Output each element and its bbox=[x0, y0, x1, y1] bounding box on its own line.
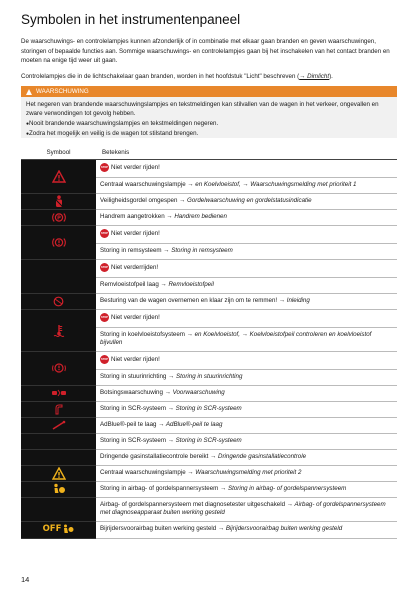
symbol-cell bbox=[21, 465, 96, 481]
meaning-cell: Botsingswaarschuwing → Voorwaarschuwing bbox=[96, 385, 397, 401]
table-row bbox=[21, 497, 397, 521]
intro-paragraph: De waarschuwings- en controlelampjes kunnen afzonderlijk of in combinatie met elkaar gaan branden en geven waarschuwingen, storingen of bepaalde functies aan. Sommige waarschuwings- en controlelampjes gaan bij het inschakelen van het contact branden en moeten na enige tijd weer uit gaan. bbox=[21, 38, 390, 65]
meaning-cell: Remvloeistofpeil laag → Remvloeistofpeil bbox=[96, 277, 397, 293]
dimlicht-link[interactable]: → Dimlicht bbox=[299, 73, 330, 80]
table-row bbox=[21, 449, 397, 465]
meaning-cell: AdBlue®-peil te laag → AdBlue®-peil te laag bbox=[96, 417, 397, 433]
page-title: Symbolen in het instrumentenpaneel bbox=[21, 12, 241, 27]
stop-icon: STOP bbox=[100, 355, 109, 364]
meaning-cell: STOP Niet verderrijden! bbox=[96, 259, 397, 277]
table-row bbox=[21, 401, 397, 417]
airbag-fault-icon bbox=[52, 483, 66, 496]
collision-warning-icon bbox=[51, 388, 67, 398]
coolant-icon bbox=[53, 324, 65, 337]
meaning-cell: Dringende gasinstallatiecontrole bereikt → Dringende gasinstallatiecontrole bbox=[96, 449, 397, 465]
meaning-cell: Bijrijdersvoorairbag buiten werking gesteld → Bijrijdersvoorairbag buiten werking gesteld bbox=[96, 521, 397, 538]
stop-icon: STOP bbox=[100, 229, 109, 238]
warning-triangle-icon bbox=[26, 89, 32, 95]
symbol-cell bbox=[21, 417, 96, 433]
scr-fault-icon bbox=[53, 403, 64, 415]
stop-icon: STOP bbox=[100, 313, 109, 322]
table-row bbox=[21, 159, 397, 177]
meaning-cell: STOP Niet verder rijden! bbox=[96, 225, 397, 243]
warning-label: WAARSCHUWING bbox=[36, 88, 89, 95]
meaning-cell: Storing in koelvloeistofsysteem → en Koelvloeistof, → Koelvloeistofpeil controleren en koelvloeistof bijvullen bbox=[96, 327, 397, 351]
symbol-cell bbox=[21, 385, 96, 401]
table-row bbox=[21, 225, 397, 243]
stop-icon: STOP bbox=[100, 263, 109, 272]
symbol-cell bbox=[21, 481, 96, 497]
table-row bbox=[21, 417, 397, 433]
meaning-cell: Storing in stuurinrichting → Storing in stuurinrichting bbox=[96, 369, 397, 385]
symbol-cell bbox=[21, 309, 96, 351]
symbol-cell bbox=[21, 225, 96, 259]
table-row bbox=[21, 481, 397, 497]
table-row bbox=[21, 385, 397, 401]
col-meaning-header: Betekenis bbox=[96, 147, 397, 159]
meaning-cell: Storing in SCR-systeem → Storing in SCR-systeem bbox=[96, 401, 397, 417]
symbol-cell bbox=[21, 159, 96, 193]
symbol-cell bbox=[21, 449, 96, 465]
symbol-cell bbox=[21, 497, 96, 521]
adblue-level-icon bbox=[52, 420, 66, 430]
table-row bbox=[21, 259, 397, 277]
warning-header bbox=[21, 86, 397, 97]
warning-bullet: ● Nooit brandende waarschuwingslampjes en tekstmeldingen negeren. bbox=[26, 119, 392, 129]
table-row bbox=[21, 293, 397, 309]
central-warning-yellow-icon bbox=[52, 467, 66, 480]
meaning-cell: Airbag- of gordelspannersysteem met diagnosetester uitgeschakeld → Airbag- of gordelspannersysteem met diagnoseapparaat buiten werking gesteld bbox=[96, 497, 397, 521]
meaning-cell: Besturing van de wagen overnemen en klaar zijn om te remmen! → Inleiding bbox=[96, 293, 397, 309]
table-row bbox=[21, 433, 397, 449]
svg-text:P: P bbox=[56, 215, 61, 221]
col-symbol-header: Symbool bbox=[21, 147, 96, 159]
symbol-cell bbox=[21, 433, 96, 449]
meaning-cell: Storing in SCR-systeem → Storing in SCR-systeem bbox=[96, 433, 397, 449]
symbol-cell bbox=[21, 351, 96, 385]
meaning-cell: Centraal waarschuwingslampje → en Koelvloeistof, → Waarschuwingsmelding met prioriteit 1 bbox=[96, 177, 397, 193]
meaning-cell: STOP Niet verder rijden! bbox=[96, 159, 397, 177]
symbol-cell bbox=[21, 209, 96, 225]
table-row bbox=[21, 351, 397, 369]
table-row bbox=[21, 193, 397, 209]
symbol-cell bbox=[21, 401, 96, 417]
stop-icon: STOP bbox=[100, 163, 109, 172]
meaning-cell: STOP Niet verder rijden! bbox=[96, 351, 397, 369]
steering-takeover-icon bbox=[52, 296, 65, 307]
passenger-airbag-off-icon: OFF bbox=[43, 524, 75, 534]
meaning-cell: Centraal waarschuwingslampje → Waarschuwingsmelding met prioriteit 2 bbox=[96, 465, 397, 481]
airbag-person-icon bbox=[62, 524, 74, 534]
symbol-cell bbox=[21, 193, 96, 209]
table-row bbox=[21, 309, 397, 327]
meaning-cell: Veiligheidsgordel omgespen → Gordelwaarschuwing en gordelstatusindicatie bbox=[96, 193, 397, 209]
symbol-cell bbox=[21, 293, 96, 309]
symbol-cell bbox=[21, 521, 96, 538]
seatbelt-icon bbox=[54, 195, 64, 208]
meaning-cell: Storing in airbag- of gordelspannersysteem → Storing in airbag- of gordelspannersysteem bbox=[96, 481, 397, 497]
symbol-table bbox=[21, 147, 397, 539]
parking-brake-icon bbox=[52, 212, 66, 223]
meaning-cell: Storing in remsysteem → Storing in remsysteem bbox=[96, 243, 397, 259]
intro-paragraph-2: Controlelampjes die in de lichtschakelaar gaan branden, worden in het hoofdstuk "Licht" beschreven (→ Dimlicht). bbox=[21, 73, 333, 80]
symbol-cell bbox=[21, 259, 96, 293]
warning-text: Het negeren van brandende waarschuwingslampjes en tekstmeldingen kan stilvallen van de wagen in het verkeer, ongevallen en zware verwondingen tot gevolg hebben. bbox=[26, 101, 379, 118]
steering-fault-icon bbox=[52, 362, 66, 374]
table-row bbox=[21, 521, 397, 538]
table-row bbox=[21, 209, 397, 225]
page-number: 14 bbox=[21, 575, 30, 584]
meaning-cell: STOP Niet verder rijden! bbox=[96, 309, 397, 327]
table-row bbox=[21, 465, 397, 481]
warning-body bbox=[21, 97, 397, 138]
warning-bullet: ● Zodra het mogelijk en veilig is de wagen tot stilstand brengen. bbox=[26, 129, 392, 139]
central-warning-icon bbox=[52, 170, 66, 183]
table-header-row bbox=[21, 147, 397, 159]
meaning-cell: Handrem aangetrokken → Handrem bedienen bbox=[96, 209, 397, 225]
brake-system-icon bbox=[52, 237, 66, 248]
